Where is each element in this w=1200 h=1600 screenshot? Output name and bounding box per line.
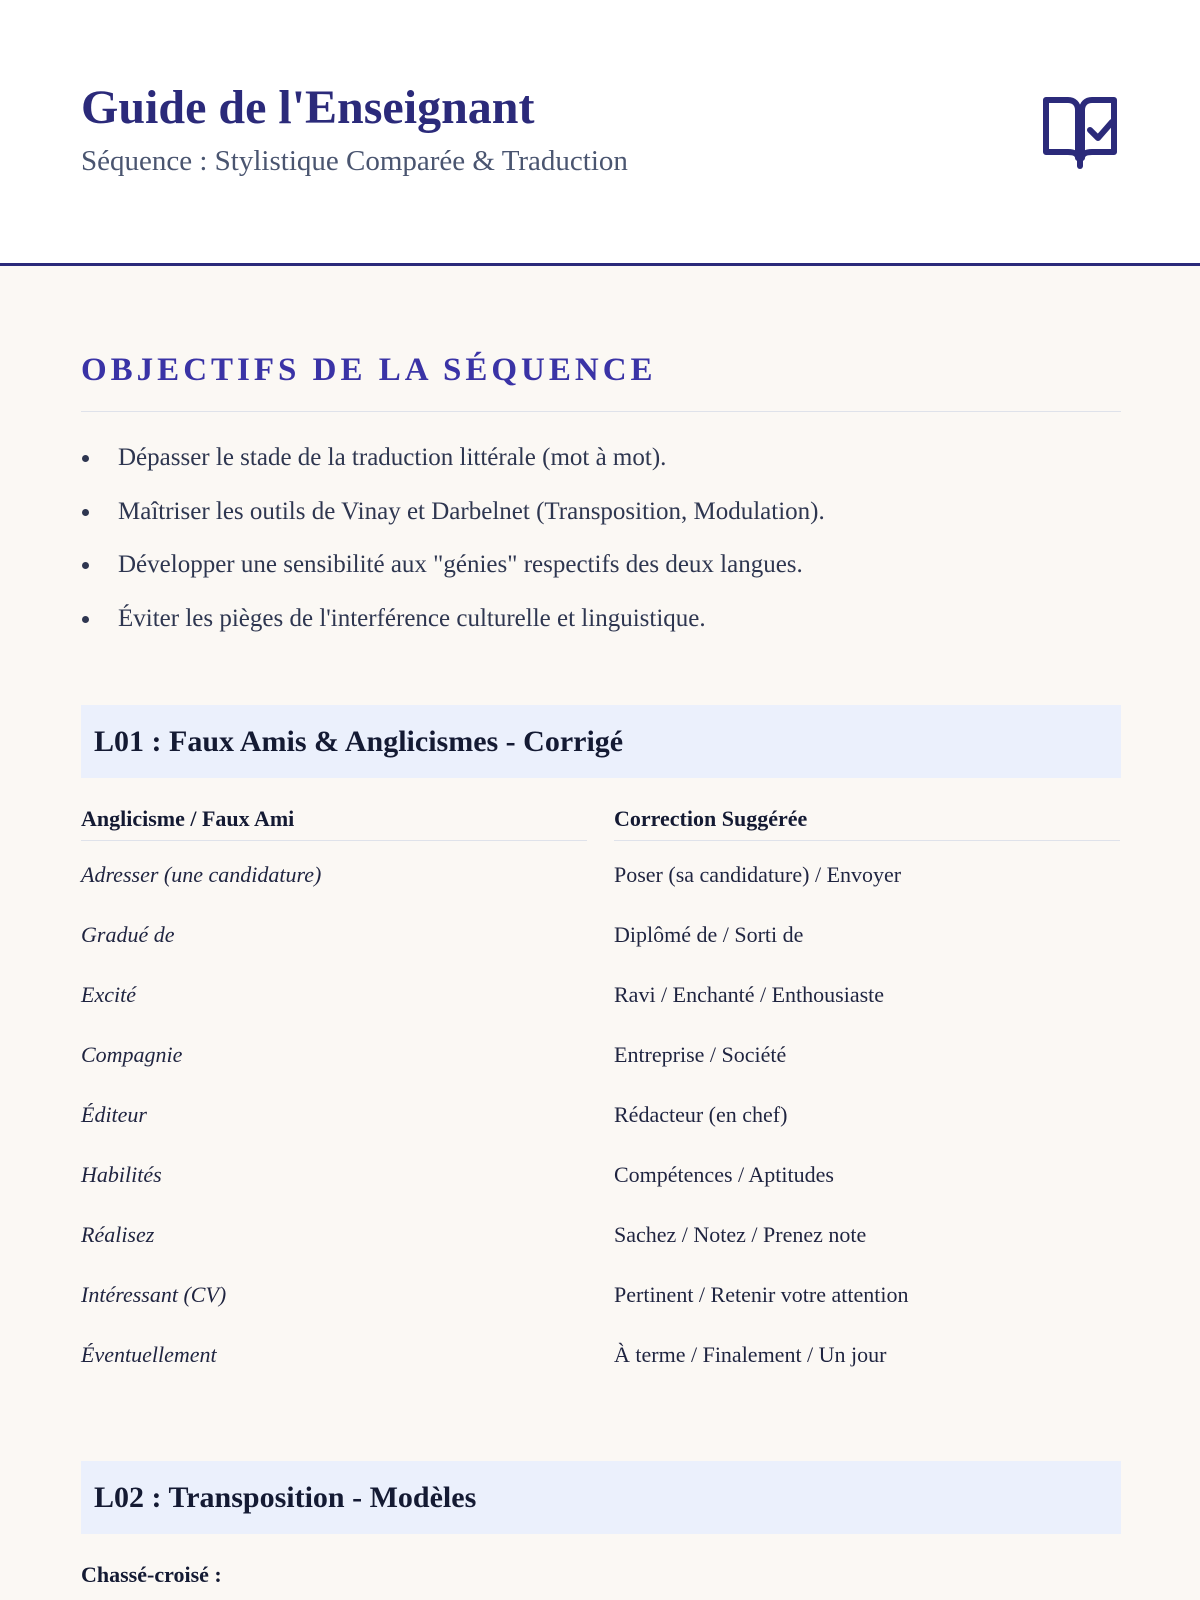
table-row <box>81 912 1121 972</box>
correction-cell: À terme / Finalement / Un jour <box>614 1342 887 1367</box>
list-item: Éviter les pièges de l'interférence culturelle et linguistique. <box>81 597 1121 651</box>
anglicism-cell: Réalisez <box>81 1222 155 1247</box>
lesson1-header <box>81 705 1121 778</box>
lesson1-title: L01 : Faux Amis & Anglicismes - Corrigé <box>94 725 624 758</box>
page-subtitle: Séquence : Stylistique Comparée & Traduction <box>81 145 628 177</box>
correction-cell: Rédacteur (en chef) <box>614 1102 788 1127</box>
table-row <box>81 1332 1121 1392</box>
correction-cell: Ravi / Enchanté / Enthousiaste <box>614 982 885 1007</box>
table-row <box>81 1212 1121 1272</box>
table-row <box>81 1032 1121 1092</box>
page-header <box>0 0 1200 266</box>
objectives-title: OBJECTIFS DE LA SÉQUENCE <box>81 352 657 388</box>
anglicism-cell: Intéressant (CV) <box>81 1282 227 1307</box>
anglicism-cell: Excité <box>81 982 136 1007</box>
correction-cell: Poser (sa candidature) / Envoyer <box>614 862 902 887</box>
lesson2-header <box>81 1461 1121 1534</box>
anglicism-cell: Compagnie <box>81 1042 183 1067</box>
correction-cell: Pertinent / Retenir votre attention <box>614 1282 909 1307</box>
anglicism-cell: Éditeur <box>81 1102 147 1127</box>
book-check-icon <box>1040 96 1120 170</box>
column-header-anglicism: Anglicisme / Faux Ami <box>81 806 587 841</box>
table-row <box>81 972 1121 1032</box>
anglicism-cell: Gradué de <box>81 922 175 947</box>
correction-cell: Compétences / Aptitudes <box>614 1162 834 1187</box>
correction-cell: Diplômé de / Sorti de <box>614 922 804 947</box>
objectives-list <box>81 436 1121 650</box>
section-divider <box>81 411 1121 412</box>
list-item: Développer une sensibilité aux "génies" respectifs des deux langues. <box>81 543 1121 597</box>
faux-amis-table <box>81 852 1121 1392</box>
table-row <box>81 852 1121 912</box>
list-item: Maîtriser les outils de Vinay et Darbelnet (Transposition, Modulation). <box>81 490 1121 544</box>
lesson2-title: L02 : Transposition - Modèles <box>94 1481 477 1514</box>
table-row <box>81 1272 1121 1332</box>
column-header-correction: Correction Suggérée <box>614 806 1120 841</box>
table-row <box>81 1152 1121 1212</box>
list-item: Dépasser le stade de la traduction littérale (mot à mot). <box>81 436 1121 490</box>
correction-cell: Sachez / Notez / Prenez note <box>614 1222 867 1247</box>
table-row <box>81 1092 1121 1152</box>
anglicism-cell: Habilités <box>81 1162 162 1187</box>
anglicism-cell: Éventuellement <box>81 1342 217 1367</box>
anglicism-cell: Adresser (une candidature) <box>81 862 322 887</box>
page-title: Guide de l'Enseignant <box>81 81 535 134</box>
correction-cell: Entreprise / Société <box>614 1042 787 1067</box>
chasse-croise-heading: Chassé-croisé : <box>81 1562 222 1587</box>
